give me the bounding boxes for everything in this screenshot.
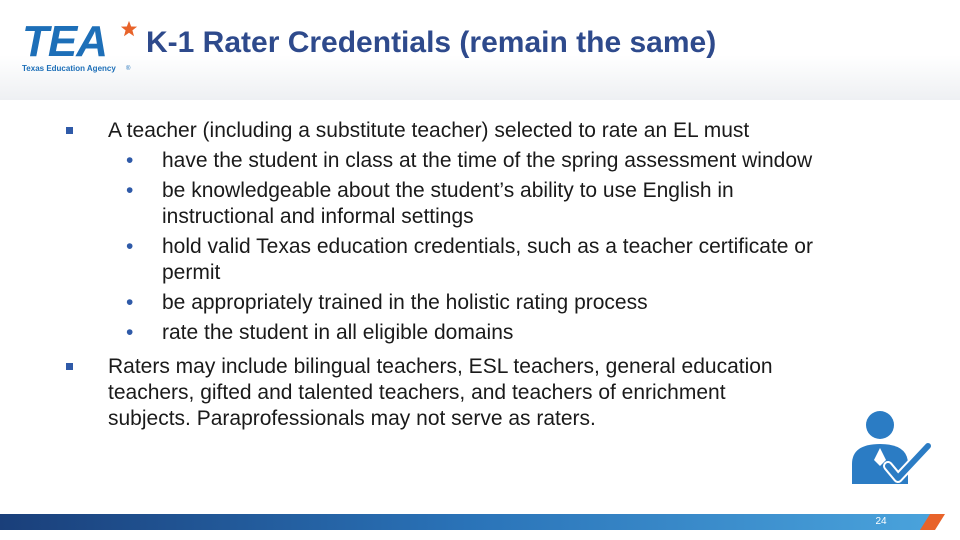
footer-bar — [0, 514, 960, 530]
square-bullet-icon — [66, 127, 73, 134]
page-number: 24 — [875, 516, 887, 527]
sub-bullet-item — [108, 178, 822, 230]
sub-bullet-text: hold valid Texas education credentials, such as a teacher certificate or permit — [162, 235, 813, 284]
logo-wordmark: TEA — [22, 17, 107, 66]
sub-bullet-item — [108, 234, 822, 286]
registered-mark: ® — [126, 66, 131, 72]
sub-bullet-list — [108, 148, 866, 346]
dot-bullet-icon: • — [126, 235, 134, 258]
sub-bullet-item — [108, 320, 822, 346]
square-bullet-icon — [66, 363, 73, 370]
logo-agency-name: Texas Education Agency — [22, 64, 116, 73]
sub-bullet-text: have the student in class at the time of the spring assessment window — [162, 149, 813, 172]
person-check-icon — [842, 408, 932, 486]
sub-bullet-item — [108, 148, 822, 174]
dot-bullet-icon: • — [126, 321, 134, 344]
slide-title: K-1 Rater Credentials (remain the same) — [146, 26, 717, 59]
sub-bullet-text: rate the student in all eligible domains — [162, 321, 514, 344]
dot-bullet-icon: • — [126, 149, 134, 172]
tea-logo — [22, 17, 134, 76]
bullet-item — [66, 354, 866, 432]
bullet-text: Raters may include bilingual teachers, ESL teachers, general education teachers, gifted and talented teachers, and teachers of enrichment subjects. Paraprofessionals may not serve as raters. — [108, 355, 773, 430]
dot-bullet-icon: • — [126, 179, 134, 202]
bullet-item — [66, 118, 866, 346]
bullet-text: A teacher (including a substitute teacher) selected to rate an EL must — [108, 119, 750, 142]
slide-content — [66, 118, 866, 432]
dot-bullet-icon: • — [126, 291, 134, 314]
sub-bullet-item — [108, 290, 822, 316]
star-icon — [120, 20, 138, 38]
sub-bullet-text: be knowledgeable about the student’s ability to use English in instructional and informal settings — [162, 179, 734, 228]
sub-bullet-text: be appropriately trained in the holistic rating process — [162, 291, 648, 314]
